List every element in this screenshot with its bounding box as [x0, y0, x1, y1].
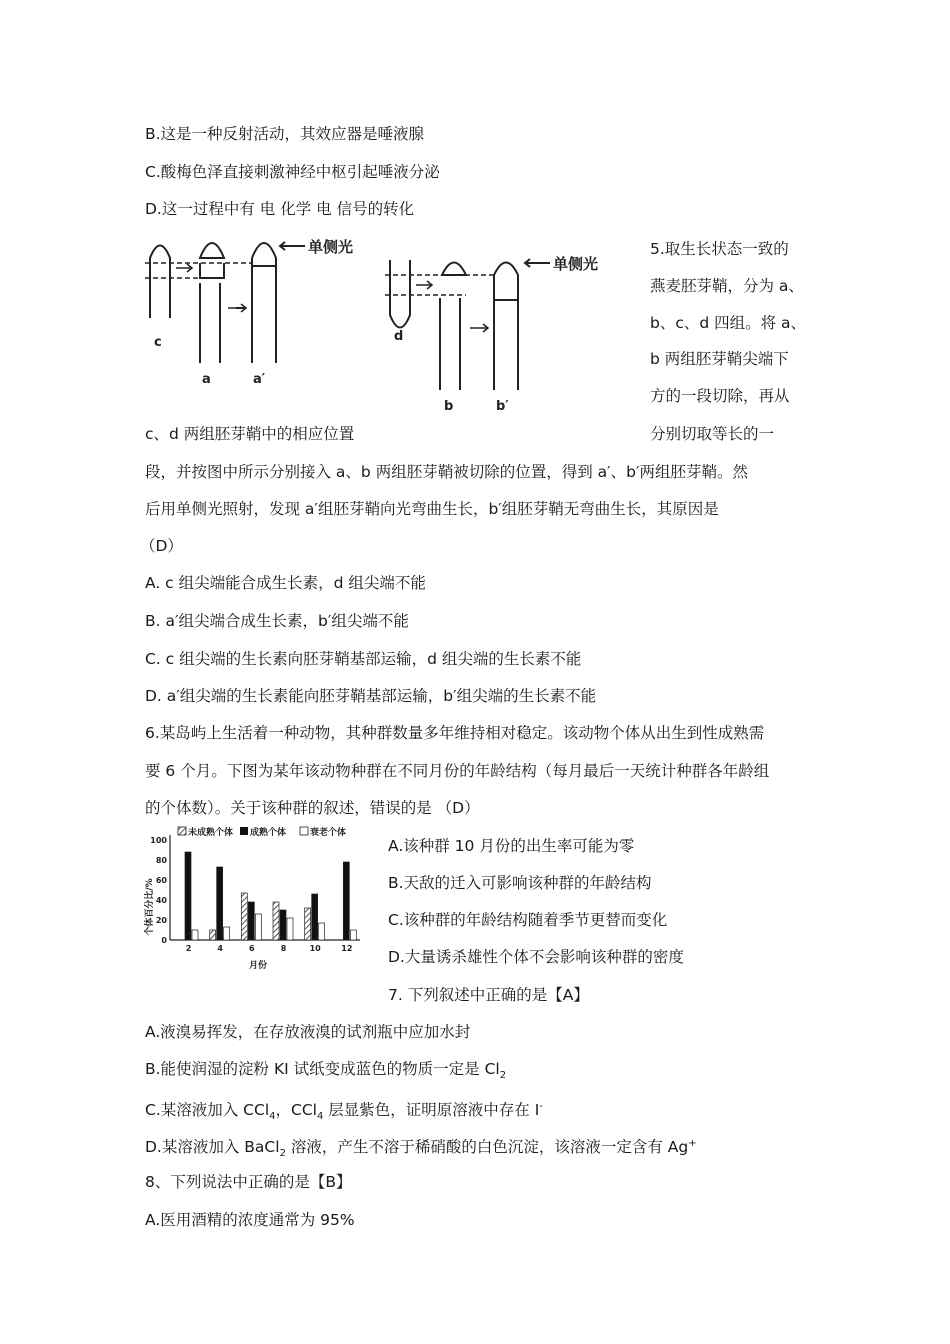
bar-senescent-12	[350, 930, 356, 940]
legend-senescent: 衰老个体	[310, 828, 347, 838]
bar-mature-4	[217, 867, 223, 940]
svg-text:a: a	[202, 372, 211, 387]
bar-immature-8	[273, 902, 279, 940]
chart-legend	[178, 826, 346, 838]
q4-option-b: B.这是一种反射活动，其效应器是唾液腺	[145, 125, 425, 143]
x-axis-label: 月份	[248, 961, 268, 971]
q8-option-a: A.医用酒精的浓度通常为 95%	[145, 1211, 355, 1229]
x-tick-label: 4	[217, 944, 223, 953]
bar-immature-10	[305, 908, 311, 940]
q6-option-b: B.天敌的迁入可影响该种群的年龄结构	[388, 874, 652, 892]
x-tick-label: 6	[249, 944, 255, 953]
legend-immature: 未成熟个体	[188, 828, 234, 838]
q5-body-line: 段，并按图中所示分别接入 a、b 两组胚芽鞘被切除的位置，得到 a′、b′两组胚芽鞘。然	[145, 463, 748, 481]
x-tick-label: 8	[280, 944, 287, 953]
y-tick-label: 0	[161, 936, 167, 945]
bar-senescent-8	[287, 918, 293, 940]
q6-option-d: D.大量诱杀雄性个体不会影响该种群的密度	[388, 948, 684, 966]
q5-right-line: 分别切取等长的一	[650, 425, 775, 443]
coleoptile-figure-2	[380, 250, 610, 420]
q5-side-line: 方的一段切除，再从	[650, 387, 790, 405]
q5-side-line: 5.取生长状态一致的	[650, 240, 789, 258]
light-label-1: 单侧光	[308, 238, 354, 256]
q6-option-c: C.该种群的年龄结构随着季节更替而变化	[388, 911, 668, 929]
q7-option-a: A.液溴易挥发，在存放液溴的试剂瓶中应加水封	[145, 1023, 471, 1041]
svg-text:b: b	[444, 399, 454, 414]
bar-mature-8	[280, 910, 286, 940]
q8-title: 8、下列说法中正确的是【B】	[145, 1173, 352, 1191]
q7-option-c: C.某溶液加入 CCl$_4$，CCl$_4$ 层显紫色，证明原溶液中存在 I-	[145, 1101, 543, 1123]
q6-stem-line: 6.某岛屿上生活着一种动物，其种群数量多年维持相对稳定。该动物个体从出生到性成熟需	[145, 724, 765, 742]
light-label-2: 单侧光	[553, 255, 599, 273]
q5-left-line: c、d 两组胚芽鞘中的相应位置	[145, 425, 355, 443]
q5-answer: （D）	[140, 537, 183, 555]
q6-option-a: A.该种群 10 月份的出生率可能为零	[388, 837, 635, 855]
bar-mature-12	[343, 862, 349, 940]
coleoptile-figure-1	[140, 228, 355, 388]
svg-text:c: c	[154, 335, 162, 350]
bar-senescent-6	[255, 914, 261, 940]
q6-stem-line: 要 6 个月。下图为某年该动物种群在不同月份的年龄结构（每月最后一天统计种群各年龄组	[145, 762, 770, 780]
x-tick-label: 2	[185, 944, 192, 953]
q5-option-c: C. c 组尖端的生长素向胚芽鞘基部运输，d 组尖端的生长素不能	[145, 650, 582, 668]
bar-senescent-4	[224, 927, 230, 940]
x-tick-label: 10	[309, 944, 321, 953]
q5-side-line: 燕麦胚芽鞘，分为 a、	[650, 277, 804, 295]
q5-side-line: b、c、d 四组。将 a、	[650, 314, 807, 332]
x-tick-label: 12	[341, 944, 353, 953]
legend-mature: 成熟个体	[250, 828, 287, 838]
age-structure-chart	[140, 822, 375, 972]
bar-senescent-2	[192, 930, 198, 940]
q5-option-d: D. a′组尖端的生长素能向胚芽鞘基部运输，b′组尖端的生长素不能	[145, 687, 597, 705]
q5-option-b: B. a′组尖端合成生长素，b′组尖端不能	[145, 612, 409, 630]
y-tick-label: 20	[155, 916, 167, 925]
q4-option-c: C.酸梅色泽直接刺激神经中枢引起唾液分泌	[145, 163, 440, 181]
bar-senescent-10	[319, 923, 325, 940]
y-tick-label: 40	[155, 896, 167, 905]
bar-immature-6	[241, 893, 247, 940]
q7-option-b: B.能使润湿的淀粉 KI 试纸变成蓝色的物质一定是 $Cl_2$	[145, 1060, 507, 1081]
svg-text:a′: a′	[253, 372, 266, 387]
q7-option-d: D.某溶液加入 BaCl$_2$ 溶液，产生不溶于稀硝酸的白色沉淀，该溶液一定含有 Ag+	[145, 1138, 697, 1160]
q5-side-line: b 两组胚芽鞘尖端下	[650, 350, 789, 368]
q6-stem-line: 的个体数）。关于该种群的叙述，错误的是 （D）	[145, 799, 480, 817]
y-tick-label: 100	[150, 836, 167, 845]
q5-option-a: A. c 组尖端能合成生长素，d 组尖端不能	[145, 574, 426, 592]
bar-mature-10	[312, 894, 318, 940]
y-tick-label: 80	[155, 856, 167, 865]
bar-immature-4	[210, 930, 216, 940]
svg-text:d: d	[394, 329, 404, 344]
y-tick-label: 60	[155, 876, 167, 885]
q7-title: 7. 下列叙述中正确的是【A】	[388, 986, 589, 1004]
q5-body-line: 后用单侧光照射，发现 a′组胚芽鞘向光弯曲生长，b′组胚芽鞘无弯曲生长，其原因是	[145, 500, 719, 518]
bar-mature-6	[248, 902, 254, 940]
q4-option-d: D.这一过程中有 电 化学 电 信号的转化	[145, 200, 415, 218]
bar-mature-2	[185, 852, 191, 940]
y-axis-label: 个体百分比/%	[145, 878, 155, 936]
svg-text:b′: b′	[496, 399, 509, 414]
